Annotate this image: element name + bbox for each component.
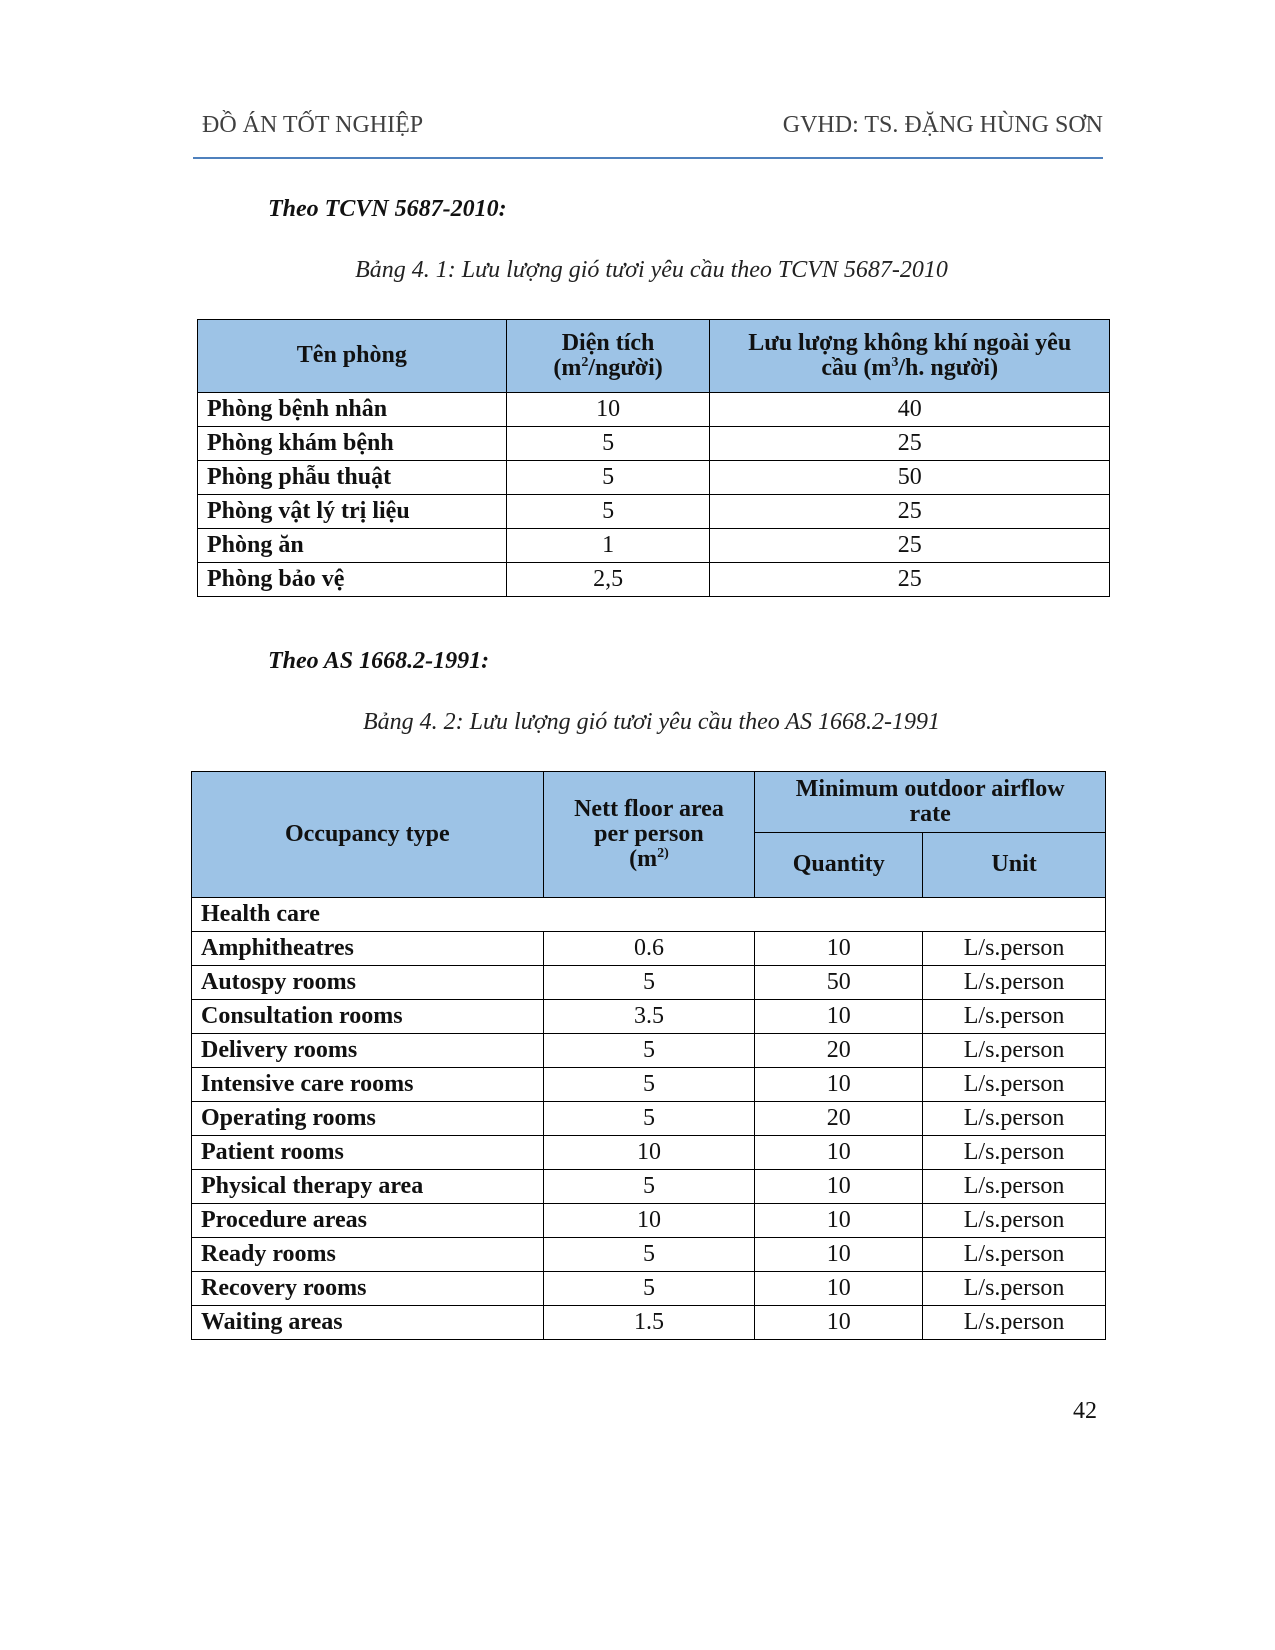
unit-cell: L/s.person bbox=[923, 1306, 1106, 1340]
floor-area-cell: 5 bbox=[543, 1034, 755, 1068]
occupancy-cell: Physical therapy area bbox=[192, 1170, 544, 1204]
table-row bbox=[192, 1034, 1106, 1068]
unit-cell: L/s.person bbox=[923, 1034, 1106, 1068]
col-header-area: Diện tích $(m^2/người)$ bbox=[506, 320, 710, 393]
flow-cell: 25 bbox=[710, 495, 1110, 529]
room-name-cell: Phòng bảo vệ bbox=[198, 563, 507, 597]
table-tcvn bbox=[197, 319, 1110, 597]
quantity-cell: 10 bbox=[755, 1136, 923, 1170]
floor-area-cell: 5 bbox=[543, 966, 755, 1000]
floor-area-cell: 5 bbox=[543, 1238, 755, 1272]
floor-area-cell: 5 bbox=[543, 1068, 755, 1102]
floor-area-cell: 0.6 bbox=[543, 932, 755, 966]
floor-area-cell: 10 bbox=[543, 1136, 755, 1170]
occupancy-cell: Delivery rooms bbox=[192, 1034, 544, 1068]
group-row bbox=[192, 898, 1106, 932]
unit-cell: L/s.person bbox=[923, 1272, 1106, 1306]
unit-cell: L/s.person bbox=[923, 1238, 1106, 1272]
table-row bbox=[192, 1000, 1106, 1034]
flow-cell: 25 bbox=[710, 529, 1110, 563]
table-row bbox=[192, 1272, 1106, 1306]
table-row bbox=[192, 1068, 1106, 1102]
unit-cell: L/s.person bbox=[923, 966, 1106, 1000]
area-cell: 5 bbox=[506, 495, 710, 529]
table-row bbox=[198, 427, 1110, 461]
occupancy-cell: Consultation rooms bbox=[192, 1000, 544, 1034]
col-header-quantity: Quantity bbox=[755, 833, 923, 898]
table-row bbox=[198, 563, 1110, 597]
quantity-cell: 10 bbox=[755, 1238, 923, 1272]
table-row bbox=[198, 495, 1110, 529]
flow-cell: 25 bbox=[710, 427, 1110, 461]
table-row bbox=[192, 1170, 1106, 1204]
occupancy-cell: Procedure areas bbox=[192, 1204, 544, 1238]
group-label: Health care bbox=[192, 898, 1106, 932]
quantity-cell: 10 bbox=[755, 1068, 923, 1102]
occupancy-cell: Amphitheatres bbox=[192, 932, 544, 966]
col-header-occupancy: Occupancy type bbox=[192, 772, 544, 898]
section1-title: Theo TCVN 5687-2010: bbox=[268, 196, 507, 222]
table1-header-row bbox=[198, 320, 1110, 393]
area-cell: 5 bbox=[506, 427, 710, 461]
room-name-cell: Phòng phẫu thuật bbox=[198, 461, 507, 495]
table-row bbox=[192, 1306, 1106, 1340]
room-name-cell: Phòng bệnh nhân bbox=[198, 393, 507, 427]
flow-cell: 40 bbox=[710, 393, 1110, 427]
occupancy-cell: Intensive care rooms bbox=[192, 1068, 544, 1102]
unit-cell: L/s.person bbox=[923, 932, 1106, 966]
unit-cell: L/s.person bbox=[923, 1170, 1106, 1204]
occupancy-cell: Autospy rooms bbox=[192, 966, 544, 1000]
unit-cell: L/s.person bbox=[923, 1136, 1106, 1170]
floor-area-cell: 5 bbox=[543, 1170, 755, 1204]
unit-cell: L/s.person bbox=[923, 1068, 1106, 1102]
table-row bbox=[192, 1102, 1106, 1136]
occupancy-cell: Operating rooms bbox=[192, 1102, 544, 1136]
flow-cell: 25 bbox=[710, 563, 1110, 597]
col-header-room-name: Tên phòng bbox=[198, 320, 507, 393]
area-cell: 5 bbox=[506, 461, 710, 495]
area-cell: 10 bbox=[506, 393, 710, 427]
page-number: 42 bbox=[1073, 1398, 1097, 1424]
quantity-cell: 10 bbox=[755, 1000, 923, 1034]
col-header-flow: Lưu lượng không khí ngoài yêu cầu ($m^3/h$. người) bbox=[710, 320, 1110, 393]
quantity-cell: 10 bbox=[755, 932, 923, 966]
floor-area-cell: 1.5 bbox=[543, 1306, 755, 1340]
quantity-cell: 10 bbox=[755, 1272, 923, 1306]
table2-header-row-1 bbox=[192, 772, 1106, 833]
quantity-cell: 10 bbox=[755, 1306, 923, 1340]
flow-cell: 50 bbox=[710, 461, 1110, 495]
floor-area-cell: 5 bbox=[543, 1102, 755, 1136]
occupancy-cell: Recovery rooms bbox=[192, 1272, 544, 1306]
floor-area-cell: 3.5 bbox=[543, 1000, 755, 1034]
table-row bbox=[198, 529, 1110, 563]
area-cell: 1 bbox=[506, 529, 710, 563]
floor-area-cell: 10 bbox=[543, 1204, 755, 1238]
quantity-cell: 20 bbox=[755, 1034, 923, 1068]
floor-area-cell: 5 bbox=[543, 1272, 755, 1306]
occupancy-cell: Ready rooms bbox=[192, 1238, 544, 1272]
table-row bbox=[198, 461, 1110, 495]
quantity-cell: 10 bbox=[755, 1204, 923, 1238]
table-row bbox=[192, 1204, 1106, 1238]
table2-caption: Bảng 4. 2: Lưu lượng gió tươi yêu cầu theo AS 1668.2-1991 bbox=[362, 709, 941, 735]
quantity-cell: 10 bbox=[755, 1170, 923, 1204]
table-row bbox=[192, 932, 1106, 966]
room-name-cell: Phòng ăn bbox=[198, 529, 507, 563]
table-row bbox=[198, 393, 1110, 427]
table1-caption: Bảng 4. 1: Lưu lượng gió tươi yêu cầu theo TCVN 5687-2010 bbox=[355, 257, 948, 283]
area-cell: 2,5 bbox=[506, 563, 710, 597]
occupancy-cell: Patient rooms bbox=[192, 1136, 544, 1170]
room-name-cell: Phòng vật lý trị liệu bbox=[198, 495, 507, 529]
occupancy-cell: Waiting areas bbox=[192, 1306, 544, 1340]
unit-cell: L/s.person bbox=[923, 1204, 1106, 1238]
table-as1668 bbox=[191, 771, 1106, 1340]
unit-cell: L/s.person bbox=[923, 1000, 1106, 1034]
quantity-cell: 50 bbox=[755, 966, 923, 1000]
header-right: GVHD: TS. ĐẶNG HÙNG SƠN bbox=[782, 112, 1103, 138]
table-row bbox=[192, 1136, 1106, 1170]
room-name-cell: Phòng khám bệnh bbox=[198, 427, 507, 461]
col-header-floor-area: Nett floor area per person ($m^{2)}$ bbox=[543, 772, 755, 898]
section2-title: Theo AS 1668.2-1991: bbox=[268, 648, 490, 674]
table-row bbox=[192, 1238, 1106, 1272]
col-header-unit: Unit bbox=[923, 833, 1106, 898]
table-row bbox=[192, 966, 1106, 1000]
header-rule bbox=[193, 157, 1103, 159]
quantity-cell: 20 bbox=[755, 1102, 923, 1136]
col-header-min-airflow: Minimum outdoor airflow rate bbox=[755, 772, 1106, 833]
unit-cell: L/s.person bbox=[923, 1102, 1106, 1136]
header-left: ĐỒ ÁN TỐT NGHIỆP bbox=[202, 112, 424, 138]
